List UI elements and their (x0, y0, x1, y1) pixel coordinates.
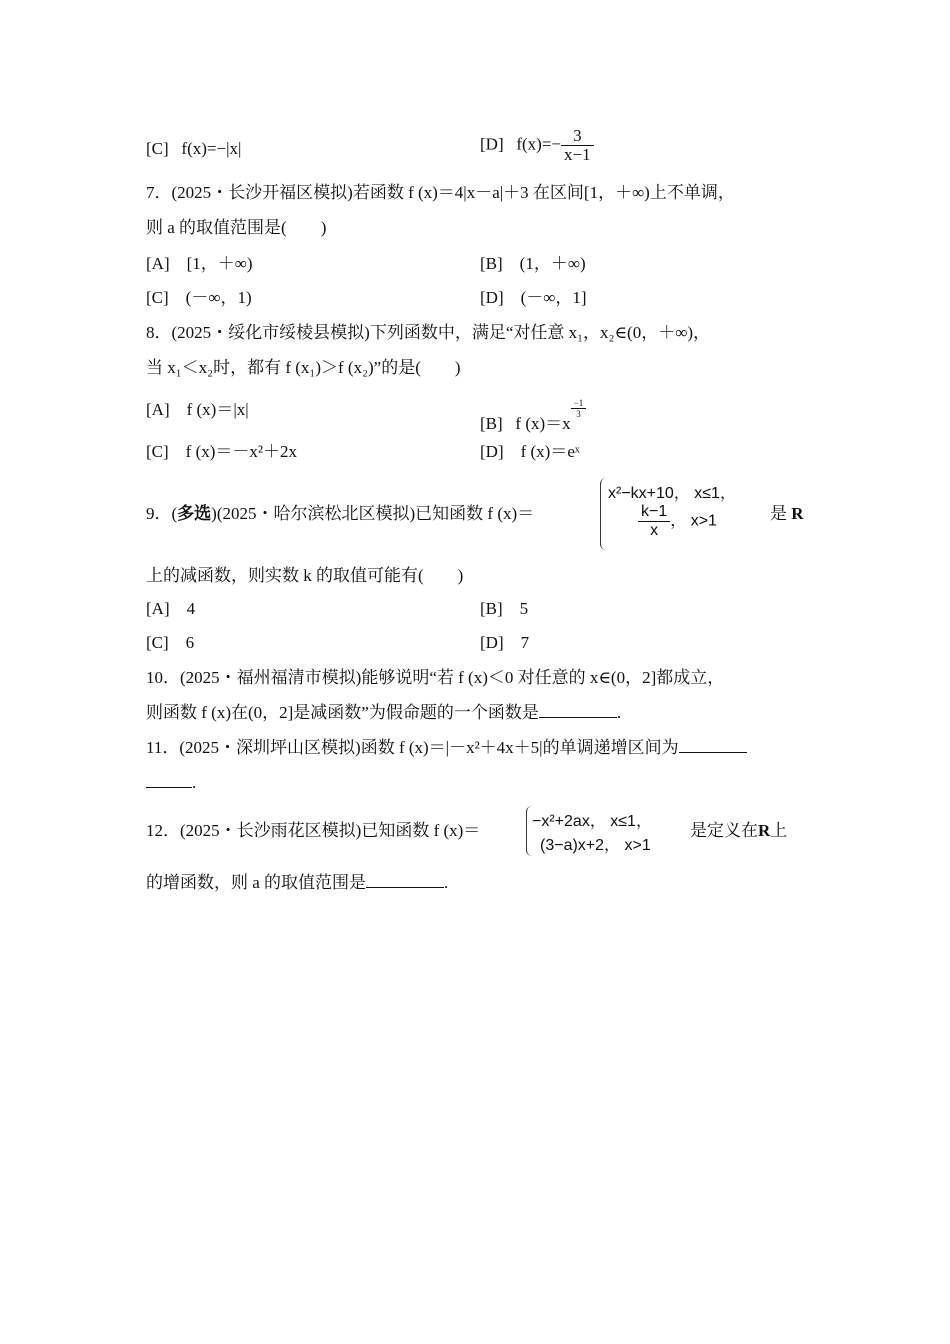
q7-stem-line1: 7．(2025・长沙开福区模拟)若函数 f (x)＝4|x－a|＋3 在区间[1，＋∞)上不单调， (146, 183, 735, 202)
q9-piecewise-brace (600, 478, 607, 550)
q8-option-b: [B] f (x)＝x $\frac{-1}{3}$ (480, 398, 586, 436)
q6-option-c: [C] f(x)=−|x| (146, 139, 242, 158)
q10-answer-blank[interactable] (539, 701, 617, 718)
q11-stem-line2: . (146, 771, 196, 795)
q10-stem-line2: 则函数 f (x)在(0，2]是减函数”为假命题的一个函数是 . (146, 703, 622, 722)
q9-option-b: [B] 5 (480, 599, 529, 618)
q9-option-d: [D] 7 (480, 633, 530, 652)
q7-option-c: [C] (－∞，1) (146, 288, 252, 307)
q9-stem-suffix: 是 R (770, 504, 804, 523)
q12-stem-line1: 12．(2025・长沙雨花区模拟)已知函数 f (x)＝ (146, 821, 481, 840)
q11-answer-blank-1[interactable] (679, 736, 747, 753)
q9-stem-line2: 上的减函数，则实数 k 的取值可能有( ) (146, 566, 464, 585)
q8-stem-line2: 当 x₁＜x₂时，都有 f (x₁)＞f (x₂)”的是( ) (146, 358, 461, 377)
q10-stem-line1: 10．(2025・福州福清市模拟)能够说明“若 f (x)＜0 对任意的 x∈(0，2]都成立， (146, 668, 725, 687)
q11-stem-line1: 11．(2025・深圳坪山区模拟)函数 f (x)＝|－x²＋4x＋5|的单调递增区间为 (146, 736, 747, 760)
q8-stem-line1: 8．(2025・绥化市绥棱县模拟)下列函数中，满足“对任意 x₁，x₂∈(0，＋∞)， (146, 323, 710, 342)
q7-option-b: [B] (1，＋∞) (480, 254, 586, 273)
q8-option-d: [D] f (x)＝eˣ (480, 442, 580, 461)
q11-answer-blank-2[interactable] (146, 771, 192, 788)
q12-piece2: (3−a)x+2， x>1 (540, 837, 651, 854)
q9-option-a: [A] 4 (146, 599, 196, 618)
q9-piece1: x²−kx+10， x≤1， (608, 485, 736, 502)
q9-piece2: $\frac{k-1}{x}$ ， x>1 (638, 503, 717, 540)
q7-option-d: [D] (－∞，1] (480, 288, 587, 307)
q8-option-c: [C] f (x)＝－x²＋2x (146, 442, 297, 461)
q7-option-a: [A] [1，＋∞) (146, 254, 253, 273)
q12-stem-suffix: 是定义在R上 (690, 821, 788, 840)
q6-option-d: [D] f(x)=− $\frac{3}{x-1}$ (480, 127, 594, 164)
q12-answer-blank[interactable] (366, 871, 444, 888)
q12-piece1: −x²+2ax， x≤1， (532, 813, 652, 830)
q9-stem-line1: 9．(多选)(2025・哈尔滨松北区模拟)已知函数 f (x)＝ (146, 504, 535, 523)
q12-stem-line2: 的增函数，则 a 的取值范围是 . (146, 873, 449, 892)
q7-stem-line2: 则 a 的取值范围是( ) (146, 218, 327, 237)
q8-option-a: [A] f (x)＝|x| (146, 400, 249, 419)
q9-option-c: [C] 6 (146, 633, 195, 652)
